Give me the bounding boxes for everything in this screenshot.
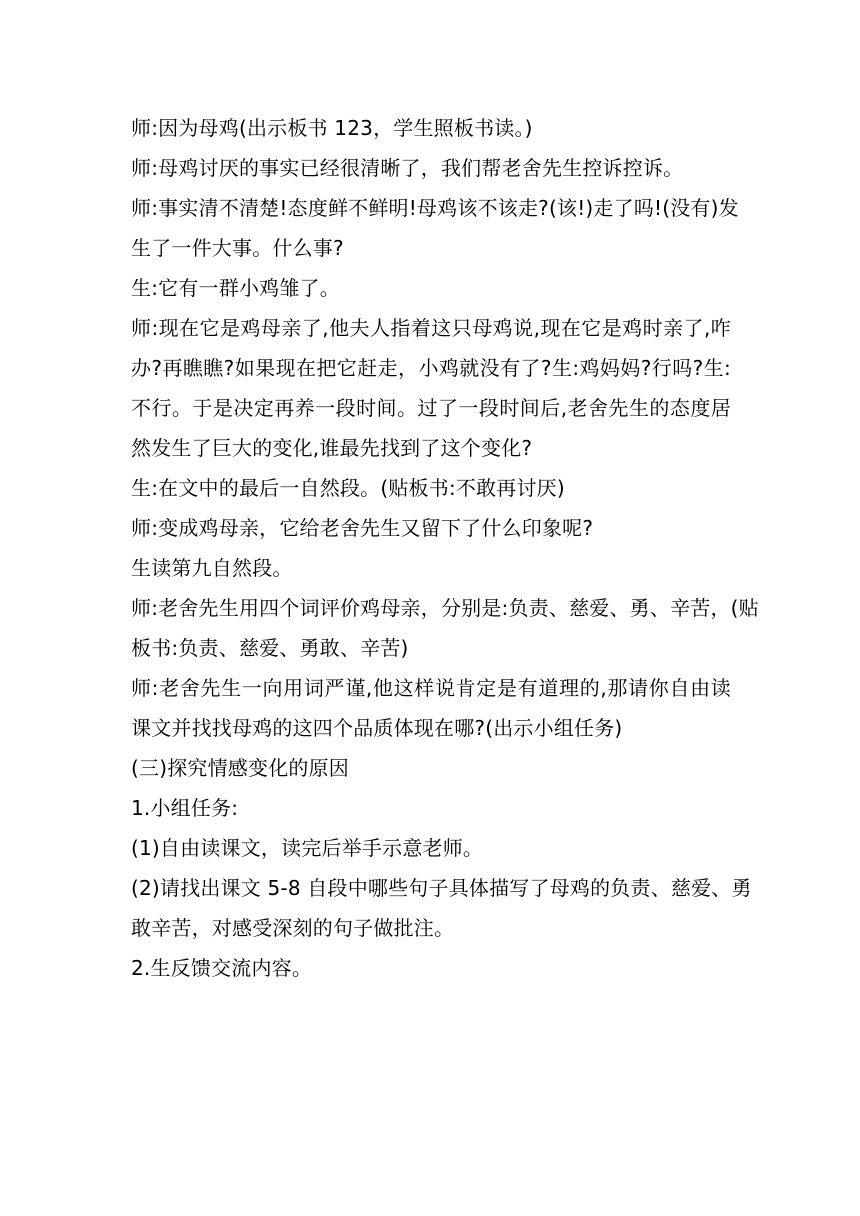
text-line: 师:变成鸡母亲，它给老舍先生又留下了什么印象呢? <box>131 516 594 540</box>
document-body <box>131 108 759 988</box>
text-line: 师:现在它是鸡母亲了,他夫人指着这只母鸡说,现在它是鸡时亲了,咋 <box>131 316 731 340</box>
text-line: 不行。于是决定再养一段时间。过了一段时间后,老舍先生的态度居 <box>131 396 731 420</box>
section-heading: (三)探究情感变化的原因 <box>131 756 350 780</box>
text-line: 师:因为母鸡(出示板书 123，学生照板书读。) <box>131 116 533 140</box>
text-line: 敢辛苦，对感受深刻的句子做批注。 <box>131 916 455 940</box>
text-line: 板书:负责、慈爱、勇敢、辛苦) <box>131 636 409 660</box>
text-line: 2.生反馈交流内容。 <box>131 956 313 980</box>
text-line: (2)请找出课文 5-8 自段中哪些句子具体描写了母鸡的负责、慈爱、勇 <box>131 876 752 900</box>
text-line: 1.小组任务: <box>131 796 239 820</box>
text-line: 生:在文中的最后一自然段。(贴板书:不敢再讨厌) <box>131 476 565 500</box>
text-line: 师:母鸡讨厌的事实已经很清晰了，我们帮老舍先生控诉控诉。 <box>131 156 684 180</box>
text-line: (1)自由读课文，读完后举手示意老师。 <box>131 836 484 860</box>
text-line: 生读第九自然段。 <box>131 556 293 580</box>
text-line: 师:老舍先生一向用词严谨,他这样说肯定是有道理的,那请你自由读 <box>131 676 731 700</box>
text-line: 课文并找找母鸡的这四个品质体现在哪?(出示小组任务) <box>131 716 623 740</box>
text-line: 生了一件大事。什么事? <box>131 236 344 260</box>
text-line: 师:老舍先生用四个词评价鸡母亲，分别是:负责、慈爱、勇、辛苦，(贴 <box>131 596 759 620</box>
text-line: 生:它有一群小鸡雏了。 <box>131 276 340 300</box>
text-line: 师:事实清不清楚!态度鲜不鲜明!母鸡该不该走?(该!)走了吗!(没有)发 <box>131 196 739 220</box>
text-line: 然发生了巨大的变化,谁最先找到了这个变化? <box>131 436 533 460</box>
text-line: 办?再瞧瞧?如果现在把它赶走，小鸡就没有了?生:鸡妈妈?行吗?生: <box>131 356 731 380</box>
